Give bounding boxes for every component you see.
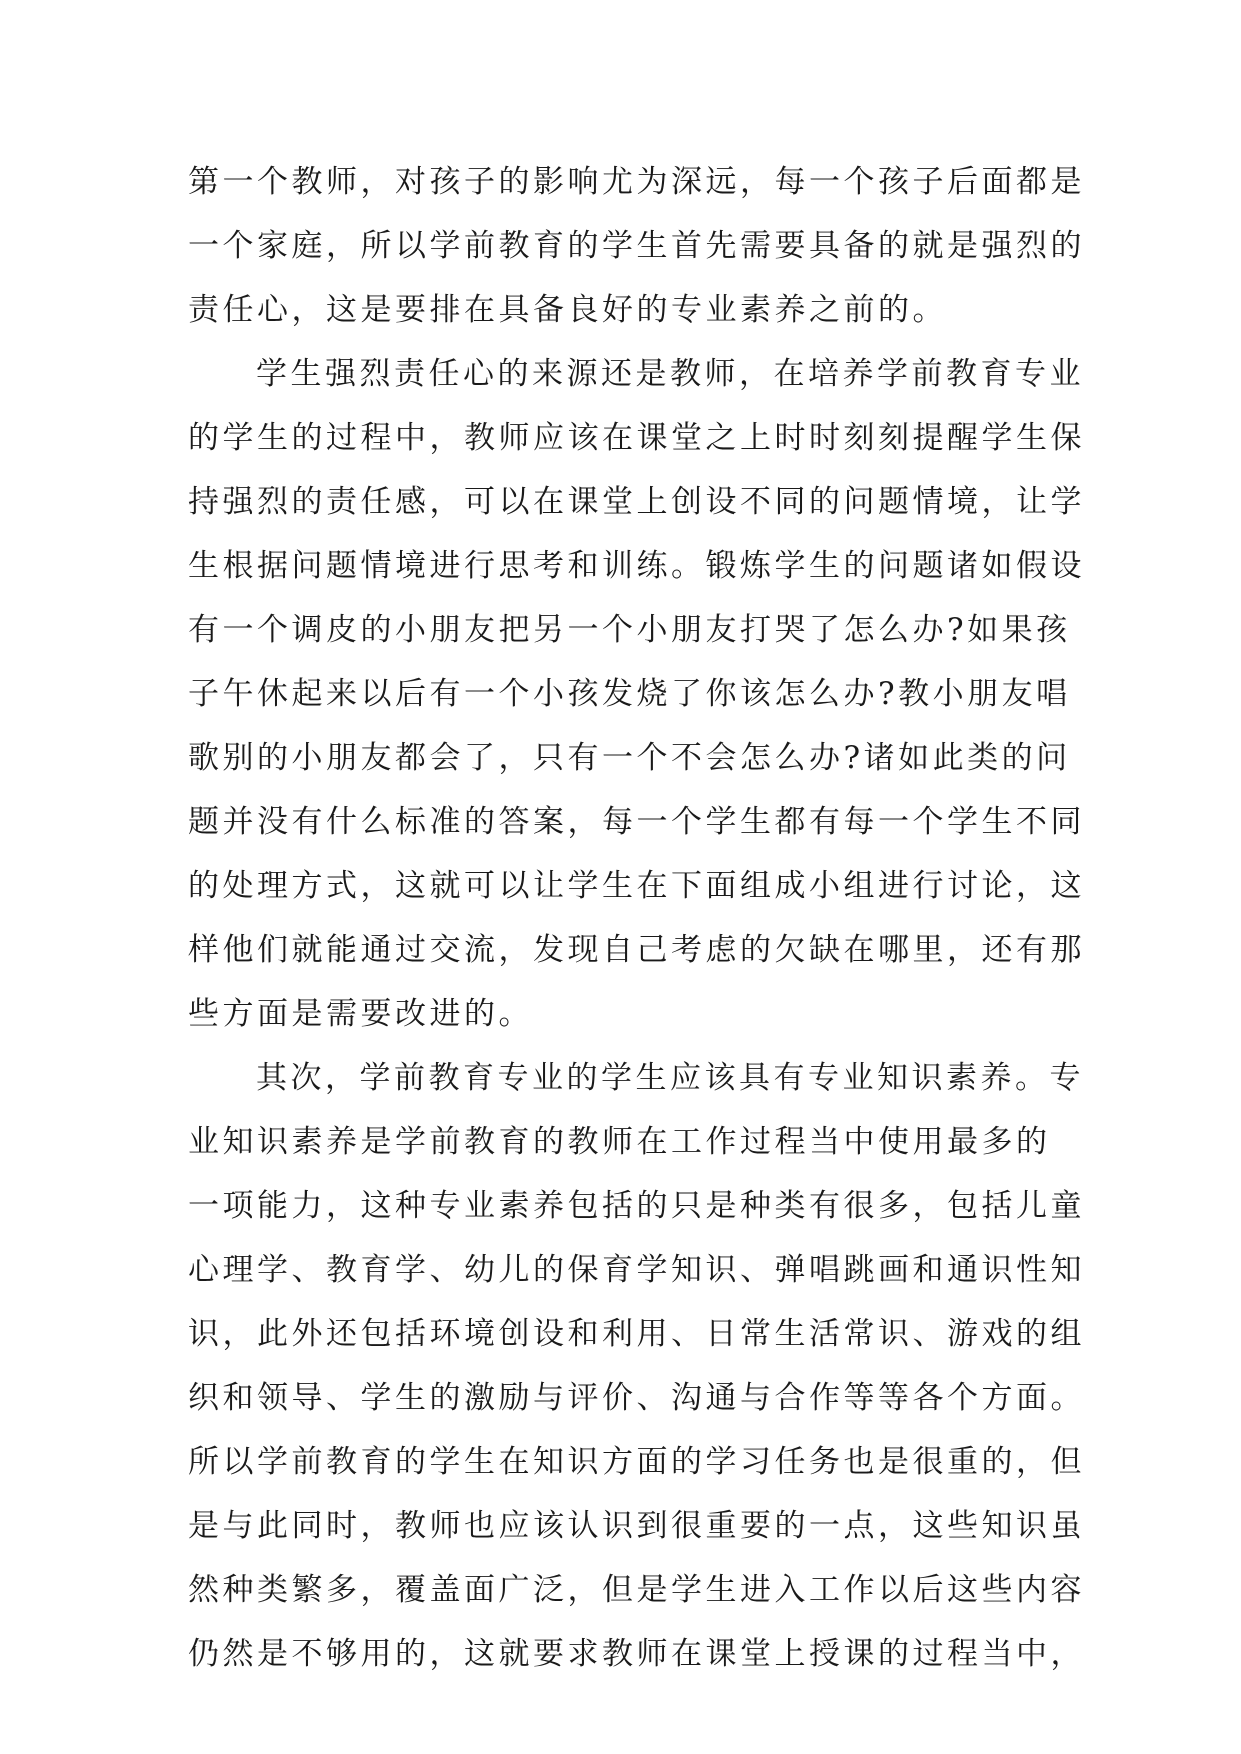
text-line: 织和领导、学生的激励与评价、沟通与合作等等各个方面。 bbox=[188, 1380, 1085, 1416]
text-line: 第一个教师，对孩子的影响尤为深远，每一个孩子后面都是 bbox=[188, 164, 1085, 200]
text-line: 所以学前教育的学生在知识方面的学习任务也是很重的，但 bbox=[188, 1444, 1085, 1480]
text-line: 责任心，这是要排在具备良好的专业素养之前的。 bbox=[188, 292, 947, 328]
body-text bbox=[188, 162, 1085, 1698]
text-line: 样他们就能通过交流，发现自己考虑的欠缺在哪里，还有那 bbox=[188, 932, 1085, 968]
text-line: 生根据问题情境进行思考和训练。锻炼学生的问题诸如假设 bbox=[188, 548, 1085, 584]
text-line: 业知识素养是学前教育的教师在工作过程当中使用最多的 bbox=[188, 1124, 1051, 1160]
text-line: 歌别的小朋友都会了，只有一个不会怎么办?诸如此类的问 bbox=[188, 740, 1071, 776]
text-line: 子午休起来以后有一个小孩发烧了你该怎么办?教小朋友唱 bbox=[188, 676, 1071, 712]
text-line: 题并没有什么标准的答案，每一个学生都有每一个学生不同 bbox=[188, 804, 1085, 840]
text-line: 一项能力，这种专业素养包括的只是种类有很多，包括儿童 bbox=[188, 1188, 1085, 1224]
text-line: 然种类繁多，覆盖面广泛，但是学生进入工作以后这些内容 bbox=[188, 1572, 1085, 1608]
paragraph-first-line: 学生强烈责任心的来源还是教师，在培养学前教育专业 bbox=[256, 356, 1084, 392]
text-line: 的处理方式，这就可以让学生在下面组成小组进行讨论，这 bbox=[188, 868, 1085, 904]
text-line: 有一个调皮的小朋友把另一个小朋友打哭了怎么办?如果孩 bbox=[188, 612, 1071, 648]
text-line: 仍然是不够用的，这就要求教师在课堂上授课的过程当中， bbox=[188, 1636, 1085, 1672]
text-line: 的学生的过程中，教师应该在课堂之上时时刻刻提醒学生保 bbox=[188, 420, 1085, 456]
text-line: 识，此外还包括环境创设和利用、日常生活常识、游戏的组 bbox=[188, 1316, 1085, 1352]
text-line: 持强烈的责任感，可以在课堂上创设不同的问题情境，让学 bbox=[188, 484, 1085, 520]
text-line: 些方面是需要改进的。 bbox=[188, 996, 533, 1032]
text-line: 心理学、教育学、幼儿的保育学知识、弹唱跳画和通识性知 bbox=[188, 1252, 1085, 1288]
text-line: 是与此同时，教师也应该认识到很重要的一点，这些知识虽 bbox=[188, 1508, 1085, 1544]
paragraph-first-line: 其次，学前教育专业的学生应该具有专业知识素养。专 bbox=[256, 1060, 1084, 1096]
text-line: 一个家庭，所以学前教育的学生首先需要具备的就是强烈的 bbox=[188, 228, 1085, 264]
